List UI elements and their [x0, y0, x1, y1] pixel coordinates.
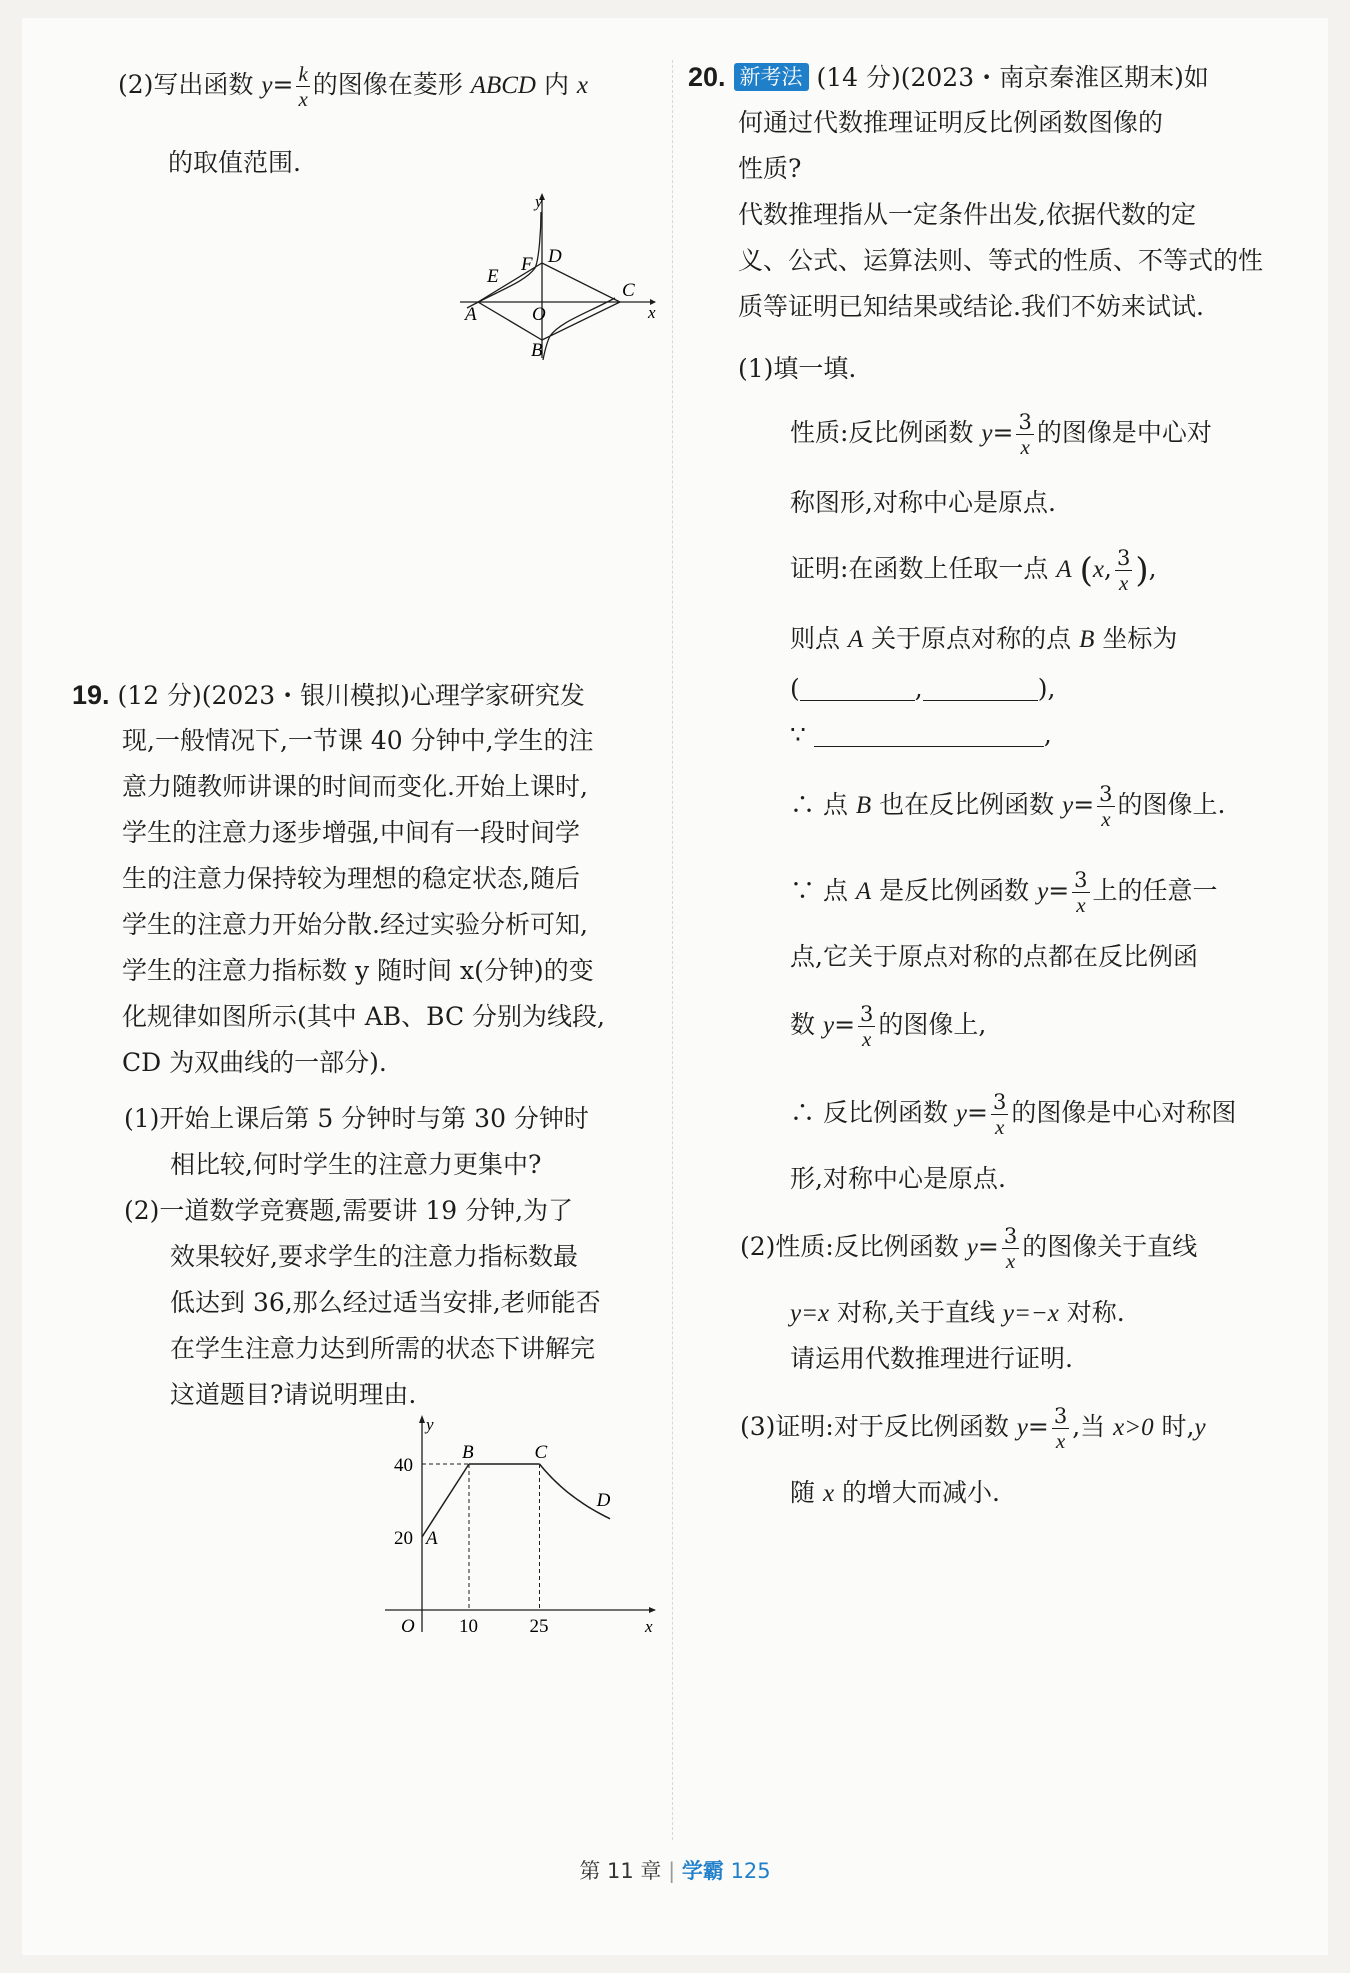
- y-axis-arrow: [419, 1415, 425, 1423]
- equals-sign: =: [272, 70, 294, 99]
- q19-header-line: [72, 678, 585, 713]
- origin-label: O: [401, 1616, 415, 1637]
- x-tick-label: 25: [529, 1616, 549, 1637]
- point-B: B: [855, 792, 872, 819]
- answer-blank-reason[interactable]: [814, 720, 1044, 747]
- point-B: B: [1079, 626, 1095, 653]
- q20-para-line: 质等证明已知结果或结论.我们不妨来试试.: [738, 292, 1204, 321]
- q19-part1-line: 相比较,何时学生的注意力更集中?: [170, 1150, 542, 1179]
- answer-blank-y[interactable]: [923, 674, 1038, 701]
- q19-line: 意力随教师讲课的时间而变化.开始上课时,: [122, 772, 588, 801]
- fraction-denominator: x: [995, 1115, 1005, 1139]
- q18-part2-line2: 的取值范围.: [168, 148, 301, 177]
- three-over-x-fraction: [1115, 546, 1132, 595]
- q20-therefore-line2-cont: 形,对称中心是原点.: [790, 1164, 1006, 1193]
- data-series: [422, 1464, 610, 1537]
- question-number: 20.: [688, 62, 726, 92]
- text: 对称,关于直线: [829, 1298, 1003, 1327]
- label-B: B: [531, 340, 543, 360]
- var-y: y: [1194, 1414, 1206, 1441]
- fraction-numerator: k: [298, 62, 308, 86]
- var-x: x: [822, 1480, 835, 1507]
- q20-part2-line1: (2)性质:反比例函数 y= $\frac{3}{x}$ 的图像关于直线: [740, 1224, 1198, 1273]
- q20-because-blank-line: ∵ ,: [790, 720, 1052, 749]
- point-A: A: [855, 878, 872, 905]
- q20-intro-line: 性质?: [738, 154, 802, 183]
- segment-AB: [422, 1464, 469, 1537]
- var-y: y: [1016, 1414, 1028, 1441]
- fraction-numerator: 3: [992, 1090, 1007, 1114]
- q18-part2-label: (2): [118, 70, 154, 99]
- fraction-denominator: x: [862, 1027, 872, 1051]
- q19-line: 学生的注意力逐步增强,中间有一段时间学: [122, 818, 580, 847]
- q20-because-line2: ∵ 点 A 是反比例函数 y= $\frac{3}{x}$ 上的任意一: [790, 868, 1218, 917]
- q19-line: 学生的注意力指标数 y 随时间 x(分钟)的变: [122, 956, 594, 985]
- x-axis-arrow: [649, 1607, 656, 1613]
- axis-label-y: y: [426, 1415, 434, 1434]
- point-label-A: A: [426, 1528, 438, 1549]
- q19-part2-line: 这道题目?请说明理由.: [170, 1380, 417, 1409]
- text: 则点: [790, 624, 848, 653]
- point-label-C: C: [534, 1442, 548, 1463]
- text: 关于原点对称的点: [863, 624, 1080, 653]
- three-over-x-fraction: [1072, 868, 1089, 917]
- fraction-numerator: 3: [1018, 410, 1032, 434]
- new-method-badge: 新考法: [734, 63, 809, 91]
- label-E: E: [487, 266, 499, 287]
- fraction-denominator: x: [298, 87, 308, 111]
- fraction-denominator: x: [1101, 807, 1111, 831]
- q18-text: 写出函数: [153, 70, 262, 99]
- q19-line: 现,一般情况下,一节课 40 分钟中,学生的注: [122, 726, 594, 755]
- shape-name: ABCD: [470, 72, 536, 99]
- y-tick-label: 20: [394, 1528, 413, 1549]
- q20-therefore-line2: ∴ 反比例函数 y= $\frac{3}{x}$ 的图像是中心对称图: [790, 1090, 1237, 1139]
- three-over-x-fraction: [1016, 410, 1033, 459]
- label-O: O: [532, 304, 546, 325]
- part-title: 填一填.: [773, 354, 857, 383]
- q20-para-line: 代数推理指从一定条件出发,依据代数的定: [738, 200, 1196, 229]
- q19-line: CD 为双曲线的一部分).: [122, 1048, 387, 1077]
- q20-property-line2: 称图形,对称中心是原点.: [790, 488, 1056, 517]
- text: 性质:反比例函数: [775, 1232, 967, 1261]
- q20-part1-title: [738, 352, 856, 386]
- three-over-x-fraction: [858, 1002, 875, 1051]
- var-y: y: [1037, 878, 1049, 905]
- fraction-denominator: x: [1020, 435, 1030, 459]
- text: 是反比例函数: [871, 876, 1038, 905]
- therefore-symbol: ∴: [790, 1098, 816, 1127]
- q20-because-line2-cont: 点,它关于原点对称的点都在反比例函: [790, 942, 1198, 971]
- three-over-x-fraction: [1002, 1224, 1019, 1273]
- var-y: y: [1062, 792, 1074, 819]
- point-label-B: B: [462, 1442, 474, 1463]
- text: 上的任意一: [1092, 876, 1218, 905]
- text: 也在反比例函数: [871, 790, 1063, 819]
- text: 的图像上.: [1117, 790, 1226, 819]
- fraction-numerator: 3: [1116, 546, 1131, 570]
- three-over-x-fraction: [991, 1090, 1008, 1139]
- text: 点: [815, 790, 856, 819]
- therefore-symbol: ∴: [790, 790, 816, 819]
- point-A: A: [1056, 556, 1072, 583]
- answer-blank-x[interactable]: [800, 674, 915, 701]
- line-eq: y=−x: [1002, 1300, 1059, 1327]
- line-eq: y=x: [790, 1300, 830, 1327]
- brand-logo-text: 学霸: [681, 1859, 724, 1883]
- q20-part3-line2: [790, 1476, 1000, 1511]
- var-y: y: [966, 1234, 978, 1261]
- q20-header: (14 分)(2023・南京秦淮区期末)如: [816, 63, 1209, 92]
- part-label: (2): [740, 1232, 776, 1261]
- q18-part2-line1: [118, 62, 588, 111]
- text: 时,: [1153, 1412, 1195, 1441]
- q20-para-line: 义、公式、运算法则、等式的性质、不等式的性: [738, 246, 1264, 275]
- q20-part2-line3: 请运用代数推理进行证明.: [790, 1344, 1073, 1373]
- part-label: (2): [124, 1196, 160, 1225]
- var-y: y: [822, 1012, 835, 1039]
- three-over-x-fraction: [1097, 782, 1114, 831]
- q19-line: 生的注意力保持较为理想的稳定状态,随后: [122, 864, 580, 893]
- text: 的图像关于直线: [1022, 1232, 1198, 1261]
- var-y: y: [955, 1100, 968, 1127]
- axis-label-x: x: [645, 1617, 653, 1636]
- fraction-denominator: x: [1076, 893, 1086, 917]
- column-divider: [672, 60, 673, 1840]
- text: 的图像是中心对称图: [1011, 1098, 1237, 1127]
- q19-part2-line: 一道数学竞赛题,需要讲 19 分钟,为了: [159, 1196, 574, 1225]
- text: 的图像是中心对: [1036, 418, 1212, 447]
- text: 数: [790, 1010, 823, 1039]
- q19-part2: [124, 1194, 601, 1424]
- q20-part2-line2: [790, 1296, 1125, 1331]
- q19-line: 学生的注意力开始分散.经过实验分析可知,: [122, 910, 588, 939]
- question-number: 19.: [72, 680, 110, 710]
- page-number: 125: [730, 1859, 771, 1883]
- k-over-x-fraction: [296, 62, 309, 111]
- text: 坐标为: [1094, 624, 1178, 653]
- text: 对称.: [1058, 1298, 1125, 1327]
- three-over-x-fraction: [1052, 1404, 1069, 1453]
- part-label: (3): [740, 1412, 776, 1441]
- text: 随: [790, 1478, 823, 1507]
- q19-part1-line: 开始上课后第 5 分钟时与第 30 分钟时: [159, 1104, 589, 1133]
- text: 的增大而减小.: [834, 1478, 1000, 1507]
- q20-intro-line: 何通过代数推理证明反比例函数图像的: [738, 108, 1164, 137]
- q19-header: (12 分)(2023・银川模拟)心理学家研究发: [117, 681, 585, 710]
- q20-because-line3: 数 y= $\frac{3}{x}$ 的图像上,: [790, 1002, 987, 1051]
- q20-pointB-line: [790, 622, 1177, 657]
- q19-line: 化规律如图所示(其中 AB、BC 分别为线段,: [122, 1002, 605, 1031]
- fraction-numerator: 3: [860, 1002, 874, 1026]
- fraction-denominator: x: [1055, 1429, 1066, 1453]
- label-y: y: [535, 192, 543, 211]
- q20-header-line: [688, 60, 1209, 95]
- q20-coordinate-blanks: ( , ),: [790, 674, 1056, 703]
- text: 证明:对于反比例函数: [775, 1412, 1017, 1441]
- var-x: x: [1092, 556, 1104, 583]
- label-C: C: [622, 280, 635, 301]
- fraction-numerator: 3: [1053, 1404, 1068, 1428]
- chapter-label: 第 11 章: [579, 1859, 662, 1883]
- label-D: D: [548, 246, 562, 267]
- guide-lines: [422, 1464, 540, 1610]
- fraction-numerator: 3: [1099, 782, 1113, 806]
- q19-part2-line: 低达到 36,那么经过适当安排,老师能否: [170, 1288, 601, 1317]
- text: 点: [815, 876, 856, 905]
- fraction-denominator: x: [1005, 1249, 1016, 1273]
- q19-part1: [124, 1102, 589, 1194]
- q19-part2-line: 效果较好,要求学生的注意力指标数最: [170, 1242, 578, 1271]
- footer-separator: |: [668, 1859, 676, 1883]
- q18-text: 的图像在菱形: [312, 70, 471, 99]
- q20-part3-line1: (3)证明:对于反比例函数 y= $\frac{3}{x}$ ,当 x>0 时,y: [740, 1404, 1206, 1453]
- var-y: y: [981, 420, 993, 447]
- fraction-denominator: x: [1118, 571, 1129, 595]
- var-y: y: [261, 72, 273, 99]
- x-tick-label: 10: [459, 1616, 478, 1637]
- condition: x>0: [1113, 1414, 1154, 1441]
- label-A: A: [465, 304, 477, 325]
- part-label: (1): [124, 1104, 160, 1133]
- q20-property-line1: 性质:反比例函数 y= $\frac{3}{x}$ 的图像是中心对: [790, 410, 1212, 459]
- var-x: x: [576, 72, 589, 99]
- because-symbol: ∵: [790, 876, 816, 905]
- right-paren: ): [1135, 550, 1149, 591]
- hyperbola-branch-lower: [543, 298, 615, 360]
- attention-chart: [375, 1410, 665, 1650]
- fraction-numerator: 3: [1074, 868, 1088, 892]
- because-symbol: ∵: [790, 720, 806, 749]
- label-x: x: [648, 303, 656, 322]
- point-label-D: D: [596, 1489, 611, 1511]
- left-paren: (: [1079, 550, 1093, 591]
- fraction-numerator: 3: [1003, 1224, 1018, 1248]
- q20-proof-line: 证明:在函数上任取一点 A (x, $\frac{3}{x}$ ),: [790, 546, 1157, 595]
- text: 反比例函数: [815, 1098, 956, 1127]
- point-A: A: [847, 626, 864, 653]
- q20-therefore-line1: ∴ 点 B 也在反比例函数 y= $\frac{3}{x}$ 的图像上.: [790, 782, 1226, 831]
- y-tick-label: 40: [394, 1455, 413, 1476]
- q19-body: [122, 724, 605, 1092]
- text: 的图像上,: [878, 1010, 987, 1039]
- label-F: F: [521, 254, 533, 275]
- q20-intro: [738, 106, 1263, 336]
- page-footer: [0, 1855, 1350, 1885]
- q18-text: 内: [536, 70, 577, 99]
- q19-part2-line: 在学生注意力达到所需的状态下讲解完: [170, 1334, 596, 1363]
- text: 证明:在函数上任取一点: [790, 554, 1057, 583]
- text: ,当: [1072, 1412, 1114, 1441]
- rhombus-hyperbola-figure: [455, 190, 660, 360]
- text: 性质:反比例函数: [790, 418, 982, 447]
- part-label: (1): [738, 354, 774, 383]
